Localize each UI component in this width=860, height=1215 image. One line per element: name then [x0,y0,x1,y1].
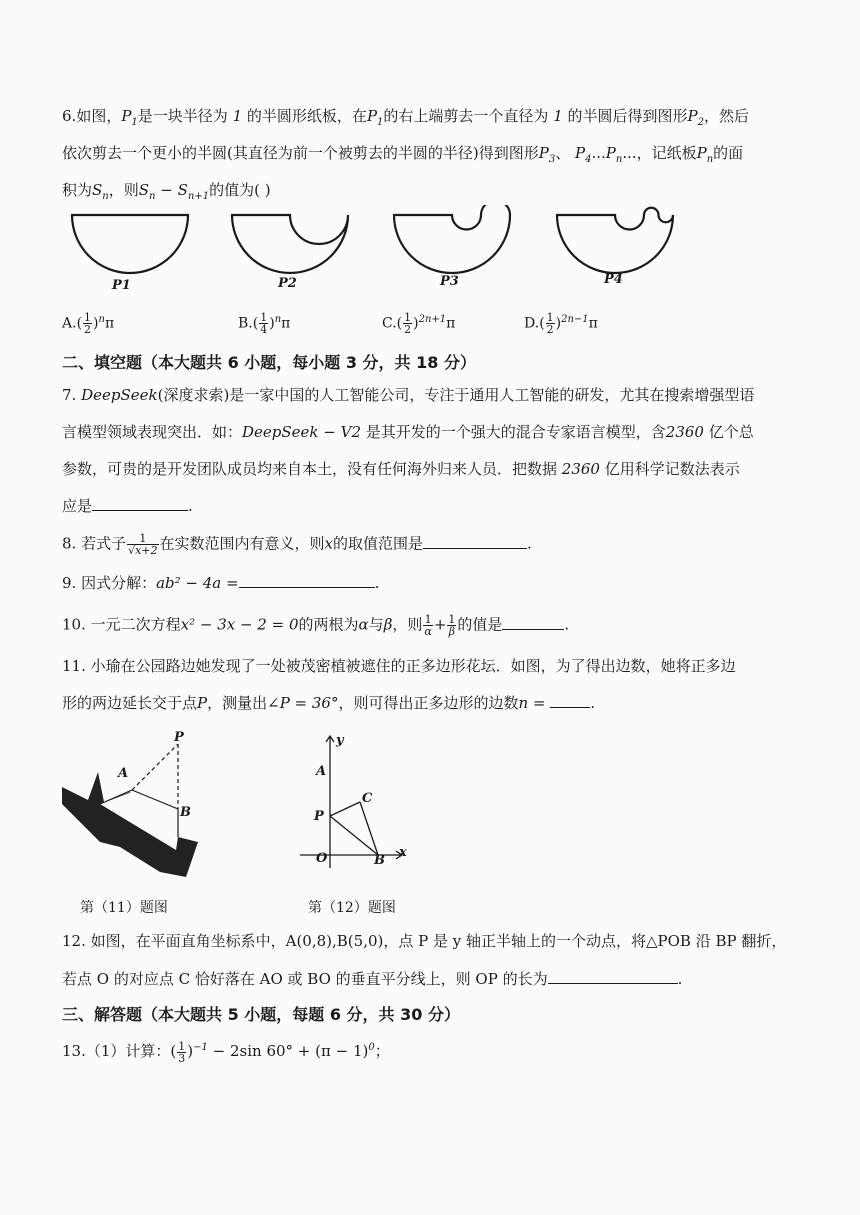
fig12-label-y: y [336,733,344,748]
p4-shape [557,208,673,273]
fig12-caption: 第（12）题图 [308,900,396,916]
q7-line-2: 言模型领域表现突出．如：DeepSeek − V2 是其开发的一个强大的混合专家语言模型，含2360 亿个总 [62,423,754,441]
fig12-label-x: x [399,845,407,860]
q6-line-3: 积为$S_n$，则$S_n - S_{n+1}$的值为( ) [62,181,271,202]
q12-answer-blank[interactable] [548,969,678,984]
q9-answer-blank[interactable] [239,573,375,588]
fig12-label-b: B [374,853,385,868]
q11-answer-blank[interactable] [550,693,590,708]
section-2-heading: 二、填空题（本大题共 6 小题，每小题 3 分，共 18 分） [62,353,476,372]
q12-line-2: 若点 O 的对应点 C 恰好落在 AO 或 BO 的垂直平分线上，则 OP 的长为 . [62,970,683,988]
q11-line-1: 11. 小瑜在公园路边她发现了一处被茂密植被遮住的正多边形花坛．如图，为了得出边数，她将正多边 [62,657,736,675]
q6-line-1: 6.如图，$P_1$是一块半径为 1 的半圆形纸板，在$P_1$的右上端剪去一个直径为 1 的半圆后得到图形$P_2$，然后 [62,107,750,128]
fig-label-p1: P1 [112,278,131,293]
fig12-diagram [296,732,416,872]
q6-line-2: 依次剪去一个更小的半圆(其直径为前一个被剪去的半圆的半径)得到图形$P_3$、 $P_4...P_n$...，记纸板$P_n$的面 [62,144,744,165]
fig12-label-c: C [362,791,373,806]
fig-label-p3: P3 [440,274,459,289]
fig11-dashed-pa [132,744,178,790]
choice-c[interactable]: C.( $\frac{1}{2}$ )$^{2n+1}$π [382,311,456,336]
choice-b[interactable]: B.( $\frac{1}{4}$ )$^n$π [238,311,291,336]
p1-shape [72,215,188,273]
section-3-heading: 三、解答题（本大题共 5 小题，每题 6 分，共 30 分） [62,1005,460,1024]
q7-line-3: 参数，可贵的是开发团队成员均来自本土，没有任何海外归来人员．把数据 2360 亿用科学记数法表示 [62,460,740,478]
q8-answer-blank[interactable] [423,534,527,549]
p3-shape [394,205,510,273]
q10-answer-blank[interactable] [502,615,564,630]
q9-line: 9. 因式分解：ab² − 4a = . [62,574,380,592]
q7-answer-blank[interactable] [92,496,188,511]
choice-a[interactable]: A.( $\frac{1}{2}$ )$^n$π [62,311,115,336]
fig-label-p4: P4 [604,272,623,287]
fig11-label-p: P [174,730,184,745]
q11-line-2: 形的两边延长交于点P，测量出∠P = 36°，则可得出正多边形的边数n = . [62,694,596,712]
fig11-label-b: B [180,805,191,820]
p2-shape [232,215,348,273]
choice-d[interactable]: D.( $\frac{1}{2}$ )$^{2n-1}$π [524,311,598,336]
q13-line: 13.（1）计算：( $\frac{1}{3}$ )$^{-1}$ − 2sin $60^\circ + (\pi - 1)^0$； [62,1039,390,1065]
q8-line: 8. 若式子 $\frac{1}{√x+2}$ 在实数范围内有意义，则x的取值范围是 . [62,532,532,557]
q7-line-4: 应是 . [62,497,193,515]
q7-line-1: 7. DeepSeek(深度求索)是一家中国的人工智能公司，专注于通用人工智能的研发，尤其在搜索增强型语 [62,386,755,404]
fig11-caption: 第（11）题图 [80,900,168,916]
q12-line-1: 12. 如图，在平面直角坐标系中，A(0,8),B(5,0)，点 P 是 y 轴正半轴上的一个动点，将△POB 沿 BP 翻折， [62,932,787,950]
fig-label-p2: P2 [278,276,297,291]
fig11-label-a: A [118,766,129,781]
fig12-label-p: P [314,809,324,824]
fig12-label-a: A [316,764,327,779]
q10-line: 10. 一元二次方程x² − 3x − 2 = 0的两根为α与β，则 $\frac{1}{\alpha}$ + $\frac{1}{\beta}$ 的值是 . [62,613,570,638]
fig12-label-o: O [316,851,328,866]
fig12-seg-pc [330,802,360,816]
